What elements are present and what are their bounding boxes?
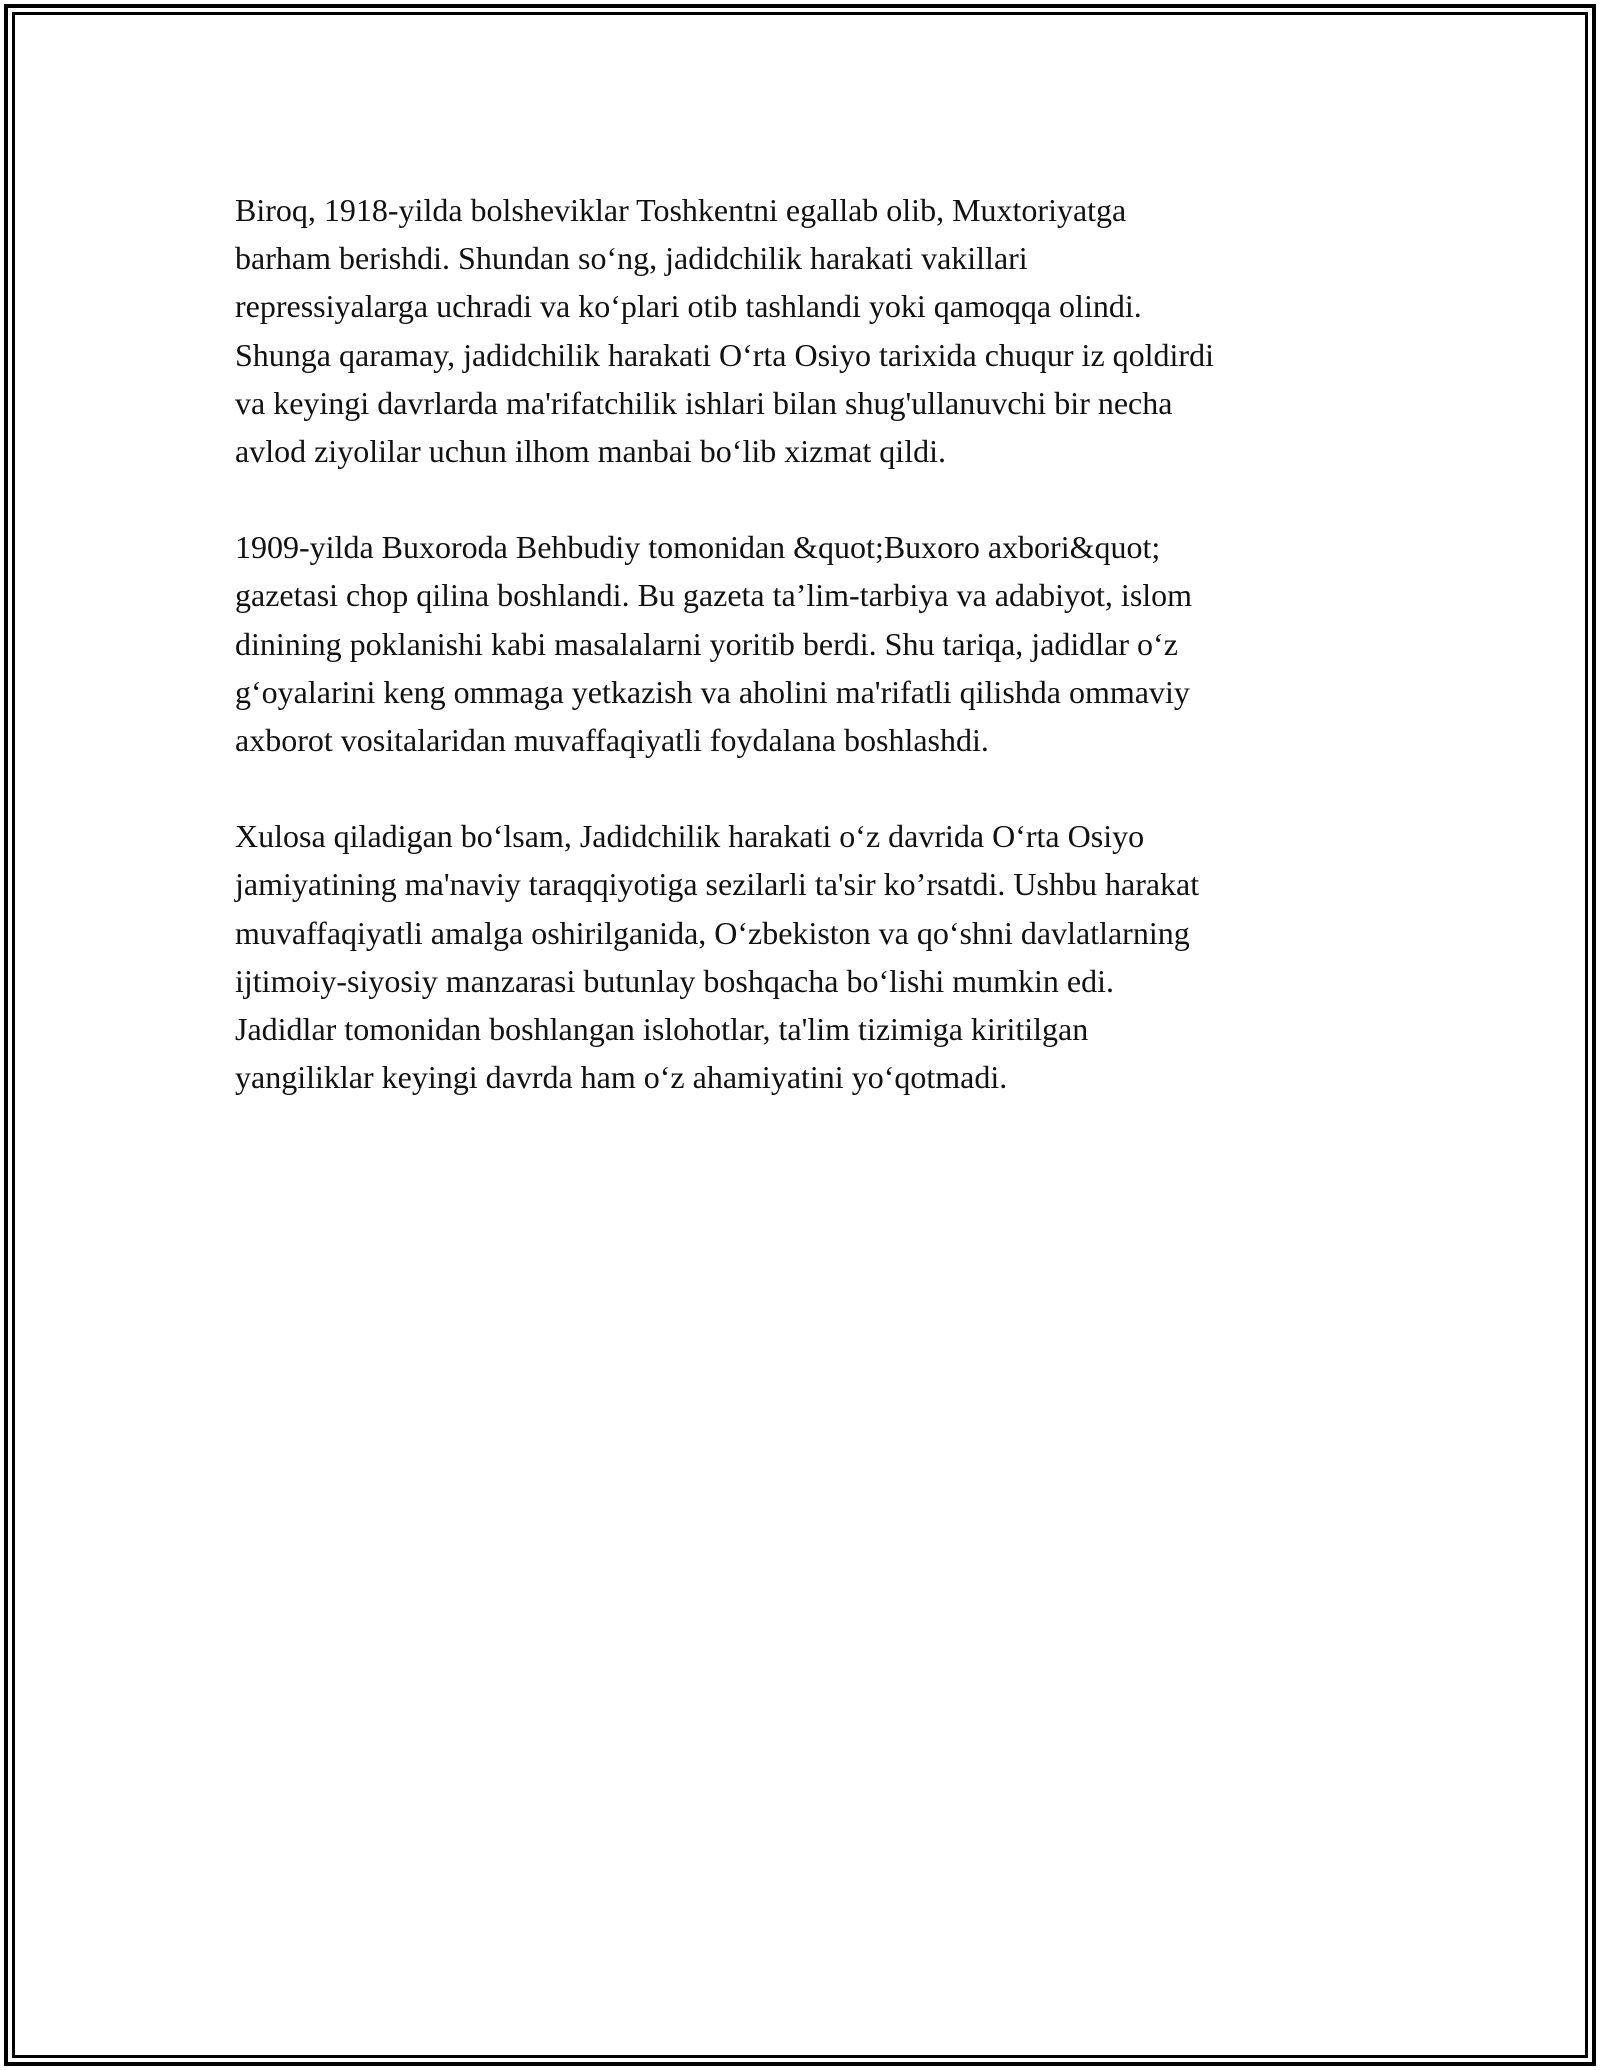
text-line: va keyingi davrlarda ma'rifatchilik ishlari bilan shug'ullanuvchi bir necha	[235, 384, 1173, 421]
text-line: barham berishdi. Shundan so‘ng, jadidchilik harakati vakillari	[235, 240, 1028, 277]
text-line: muvaffaqiyatli amalga oshirilganida, O‘zbekiston va qo‘shni davlatlarning	[235, 914, 1190, 951]
document-body	[235, 186, 1395, 1149]
text-line: g‘oyalarini keng ommaga yetkazish va aholini ma'rifatli qilishda ommaviy	[235, 673, 1190, 710]
text-line: jamiyatining ma'naviy taraqqiyotiga sezilarli ta'sir ko’rsatdi. Ushbu harakat	[235, 866, 1200, 903]
text-line: Jadidlar tomonidan boshlangan islohotlar, ta'lim tizimiga kiritilgan	[235, 1011, 1089, 1048]
paragraph-1	[235, 186, 1395, 475]
text-line: avlod ziyolilar uchun ilhom manbai bo‘lib xizmat qildi.	[235, 433, 946, 470]
text-line: ijtimoiy-siyosiy manzarasi butunlay boshqacha bo‘lishi mumkin edi.	[235, 962, 1114, 999]
paragraph-3	[235, 812, 1395, 1101]
text-line: axborot vositalaridan muvaffaqiyatli foydalana boshlashdi.	[235, 722, 989, 759]
text-line: Xulosa qiladigan bo‘lsam, Jadidchilik harakati o‘z davrida O‘rta Osiyo	[235, 818, 1145, 855]
text-line: yangiliklar keyingi davrda ham o‘z ahamiyatini yo‘qotmadi.	[235, 1059, 1008, 1096]
text-line: repressiyalarga uchradi va ko‘plari otib tashlandi yoki qamoqqa olindi.	[235, 288, 1142, 325]
text-line: Biroq, 1918-yilda bolsheviklar Toshkentni egallab olib, Muxtoriyatga	[235, 192, 1127, 228]
paragraph-2	[235, 523, 1395, 764]
text-line: 1909-yilda Buxoroda Behbudiy tomonidan &quot;Buxoro axbori&quot;	[235, 529, 1161, 566]
text-line: dinining poklanishi kabi masalalarni yoritib berdi. Shu tariqa, jadidlar o‘z	[235, 625, 1178, 662]
text-line: Shunga qaramay, jadidchilik harakati O‘rta Osiyo tarixida chuqur iz qoldirdi	[235, 336, 1214, 373]
text-line: gazetasi chop qilina boshlandi. Bu gazeta ta’lim-tarbiya va adabiyot, islom	[235, 577, 1193, 614]
